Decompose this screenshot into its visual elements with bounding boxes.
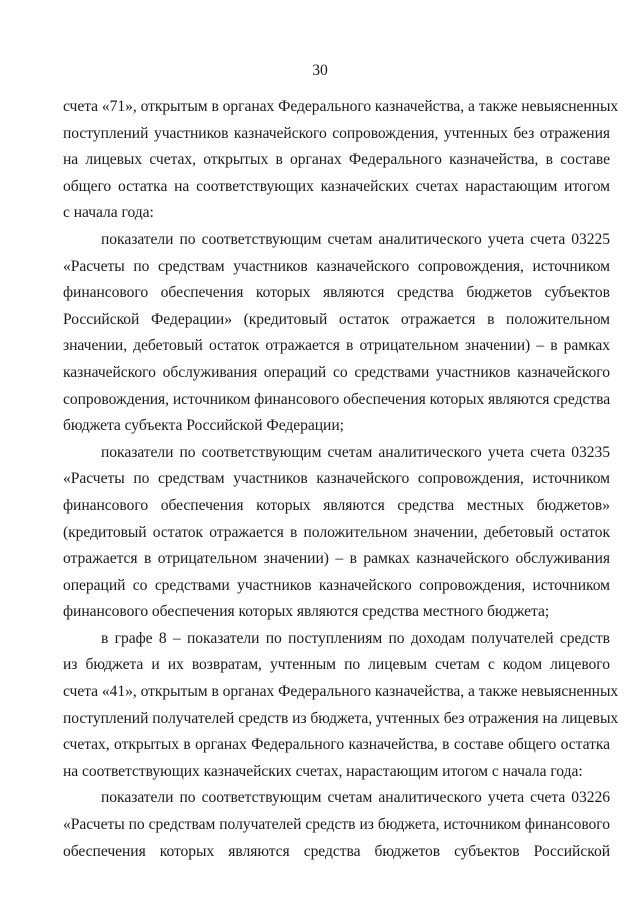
- text-line: казначейского обслуживания операций со средствами участников казначейского: [63, 363, 610, 381]
- text-line: счетах, открытых в органах Федерального казначейства, в составе общего остатка: [63, 736, 610, 754]
- text-line: показатели по соответствующим счетам аналитического учета счета 03226: [101, 789, 610, 807]
- text-line: финансового обеспечения которых являются средства местных бюджетов»: [63, 496, 610, 514]
- page-number: 30: [312, 62, 328, 79]
- text-line: поступлений участников казначейского сопровождения, учтенных без отражения: [63, 124, 610, 142]
- text-line: сопровождения, источником финансового обеспечения которых являются средства: [63, 390, 611, 408]
- text-line: на соответствующих казначейских счетах, нарастающим итогом с начала года:: [63, 762, 583, 780]
- text-line: бюджета субъекта Российской Федерации;: [63, 417, 344, 435]
- text-line: счета «41», открытым в органах Федерального казначейства, а также невыясненных: [63, 683, 619, 701]
- text-line: значении, дебетовый остаток отражается в отрицательном значении) – в рамках: [63, 337, 610, 355]
- text-line: в графе 8 – показатели по поступлениям по доходам получателей средств: [101, 629, 610, 647]
- text-line: финансового обеспечения которых являются средства местного бюджета;: [63, 603, 550, 621]
- paragraph: [63, 626, 619, 786]
- text-line: Российской Федерации» (кредитовый остаток отражается в положительном: [63, 310, 610, 328]
- text-line: отражается в отрицательном значении) – в рамках казначейского обслуживания: [63, 550, 610, 568]
- text-line: «Расчеты по средствам участников казначейского сопровождения, источником: [63, 257, 610, 275]
- text-line: (кредитовый остаток отражается в положительном значении, дебетовый остаток: [63, 523, 610, 541]
- text-line: финансового обеспечения которых являются средства бюджетов субъектов: [63, 284, 610, 302]
- paragraph: [63, 227, 610, 440]
- text-line: «Расчеты по средствам получателей средств из бюджета, источником финансового: [63, 816, 610, 834]
- text-line: обеспечения которых являются средства бюджетов субъектов Российской: [63, 842, 610, 860]
- document-body: [63, 94, 619, 865]
- text-line: показатели по соответствующим счетам аналитического учета счета 03235: [101, 443, 610, 461]
- text-line: из бюджета и их возвратам, учтенным по лицевым счетам с кодом лицевого: [63, 656, 610, 674]
- text-line: «Расчеты по средствам участников казначейского сопровождения, источником: [63, 470, 610, 488]
- text-line: операций со средствами участников казначейского сопровождения, источником: [63, 576, 610, 594]
- text-line: показатели по соответствующим счетам аналитического учета счета 03225: [101, 230, 610, 248]
- paragraph: [63, 440, 610, 626]
- paragraph: [63, 785, 610, 865]
- paragraph: [63, 94, 619, 227]
- text-line: счета «71», открытым в органах Федерального казначейства, а также невыясненных: [63, 98, 619, 115]
- text-line: на лицевых счетах, открытых в органах Федерального казначейства, в составе: [63, 151, 610, 169]
- text-line: с начала года:: [63, 204, 154, 222]
- text-line: поступлений получателей средств из бюджета, учтенных без отражения на лицевых: [63, 709, 619, 727]
- text-line: общего остатка на соответствующих казначейских счетах нарастающим итогом: [63, 177, 610, 195]
